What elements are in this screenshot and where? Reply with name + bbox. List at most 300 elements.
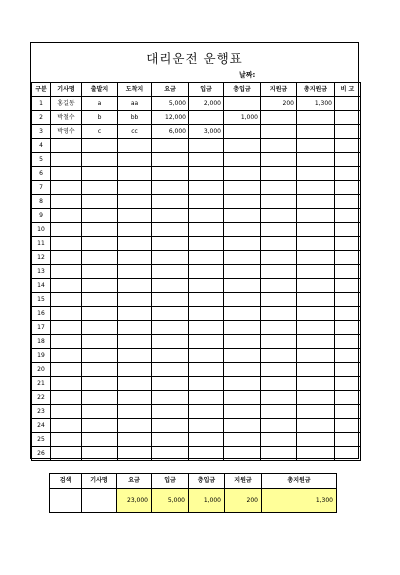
table-cell[interactable]: 3,000: [189, 125, 224, 139]
table-cell[interactable]: [118, 335, 152, 349]
table-cell[interactable]: [189, 321, 224, 335]
summary-header-cell[interactable]: 입금: [152, 474, 189, 489]
table-cell[interactable]: [224, 167, 261, 181]
table-cell[interactable]: cc: [118, 125, 152, 139]
table-cell[interactable]: [82, 307, 118, 321]
table-cell[interactable]: 17: [32, 321, 51, 335]
table-cell[interactable]: [224, 321, 261, 335]
table-cell[interactable]: [189, 139, 224, 153]
table-cell[interactable]: 박철수: [51, 111, 82, 125]
table-cell[interactable]: [51, 265, 82, 279]
summary-header-cell[interactable]: 총지원금: [262, 474, 337, 489]
table-cell[interactable]: [261, 209, 297, 223]
table-cell[interactable]: [189, 167, 224, 181]
table-cell[interactable]: [224, 293, 261, 307]
table-cell[interactable]: [297, 223, 335, 237]
table-cell[interactable]: [261, 447, 297, 461]
header-cell[interactable]: 요금: [152, 83, 189, 97]
table-cell[interactable]: a: [82, 97, 118, 111]
table-cell[interactable]: [189, 335, 224, 349]
table-cell[interactable]: [297, 335, 335, 349]
table-cell[interactable]: [189, 237, 224, 251]
header-cell[interactable]: 충입금: [224, 83, 261, 97]
table-cell[interactable]: 19: [32, 349, 51, 363]
table-cell[interactable]: 12: [32, 251, 51, 265]
table-cell[interactable]: [297, 167, 335, 181]
table-cell[interactable]: [297, 391, 335, 405]
table-cell[interactable]: [261, 167, 297, 181]
table-cell[interactable]: [224, 433, 261, 447]
table-cell[interactable]: 13: [32, 265, 51, 279]
table-cell[interactable]: [297, 293, 335, 307]
table-cell[interactable]: [224, 349, 261, 363]
table-cell[interactable]: [224, 307, 261, 321]
table-cell[interactable]: [261, 377, 297, 391]
table-cell[interactable]: [261, 363, 297, 377]
table-cell[interactable]: [51, 447, 82, 461]
table-cell[interactable]: [152, 265, 189, 279]
table-cell[interactable]: [335, 97, 361, 111]
table-cell[interactable]: [118, 181, 152, 195]
table-cell[interactable]: [261, 265, 297, 279]
table-cell[interactable]: [224, 209, 261, 223]
table-cell[interactable]: [152, 433, 189, 447]
table-cell[interactable]: [261, 251, 297, 265]
table-cell[interactable]: [224, 279, 261, 293]
table-cell[interactable]: [261, 237, 297, 251]
table-row: [32, 153, 361, 167]
table-cell[interactable]: [297, 139, 335, 153]
table-cell[interactable]: [51, 419, 82, 433]
table-cell[interactable]: bb: [118, 111, 152, 125]
deposit-total-cell[interactable]: 5,000: [152, 489, 189, 513]
table-cell[interactable]: [297, 419, 335, 433]
table-cell[interactable]: [152, 363, 189, 377]
table-row: [32, 307, 361, 321]
table-cell[interactable]: [51, 251, 82, 265]
table-cell[interactable]: [51, 181, 82, 195]
table-cell[interactable]: [152, 391, 189, 405]
table-cell[interactable]: [335, 125, 361, 139]
table-cell[interactable]: [82, 209, 118, 223]
table-cell[interactable]: [118, 391, 152, 405]
table-cell[interactable]: [224, 153, 261, 167]
table-cell[interactable]: [118, 307, 152, 321]
table-cell[interactable]: [297, 125, 335, 139]
table-cell[interactable]: [152, 307, 189, 321]
table-cell[interactable]: [335, 363, 361, 377]
table-cell[interactable]: [82, 321, 118, 335]
table-cell[interactable]: [118, 363, 152, 377]
table-cell[interactable]: [152, 209, 189, 223]
table-cell[interactable]: [335, 293, 361, 307]
header-cell[interactable]: 구분: [32, 83, 51, 97]
table-cell[interactable]: [118, 321, 152, 335]
table-cell[interactable]: [261, 279, 297, 293]
table-cell[interactable]: [152, 335, 189, 349]
header-cell[interactable]: 비 고: [335, 83, 361, 97]
table-cell[interactable]: 26: [32, 447, 51, 461]
table-cell[interactable]: [261, 293, 297, 307]
table-cell[interactable]: [335, 391, 361, 405]
table-cell[interactable]: [224, 181, 261, 195]
table-cell[interactable]: [224, 237, 261, 251]
table-cell[interactable]: [82, 153, 118, 167]
table-cell[interactable]: [152, 293, 189, 307]
total-support-cell[interactable]: 1,300: [262, 489, 337, 513]
header-cell[interactable]: 기사명: [51, 83, 82, 97]
table-cell[interactable]: b: [82, 111, 118, 125]
table-cell[interactable]: 홍길동: [51, 97, 82, 111]
table-cell[interactable]: [118, 251, 152, 265]
table-cell[interactable]: 2,000: [189, 97, 224, 111]
table-row: [32, 419, 361, 433]
table-cell[interactable]: [51, 237, 82, 251]
table-cell[interactable]: [51, 279, 82, 293]
table-cell[interactable]: [261, 419, 297, 433]
table-cell[interactable]: [51, 195, 82, 209]
table-cell[interactable]: [118, 377, 152, 391]
table-cell[interactable]: 15: [32, 293, 51, 307]
table-cell[interactable]: [335, 307, 361, 321]
table-cell[interactable]: [335, 279, 361, 293]
table-cell[interactable]: [82, 265, 118, 279]
table-cell[interactable]: [335, 419, 361, 433]
table-cell[interactable]: [335, 405, 361, 419]
table-cell[interactable]: [189, 405, 224, 419]
table-cell[interactable]: [51, 335, 82, 349]
table-cell[interactable]: [118, 153, 152, 167]
table-cell[interactable]: [51, 139, 82, 153]
table-cell[interactable]: [82, 139, 118, 153]
table-cell[interactable]: [335, 377, 361, 391]
table-cell[interactable]: [118, 223, 152, 237]
table-cell[interactable]: 5: [32, 153, 51, 167]
table-cell[interactable]: [261, 125, 297, 139]
table-cell[interactable]: [261, 307, 297, 321]
table-cell[interactable]: 박영수: [51, 125, 82, 139]
table-cell[interactable]: [297, 447, 335, 461]
table-cell[interactable]: [118, 265, 152, 279]
table-cell[interactable]: [152, 167, 189, 181]
table-cell[interactable]: [335, 139, 361, 153]
table-cell[interactable]: [224, 223, 261, 237]
table-cell[interactable]: [261, 349, 297, 363]
table-cell[interactable]: [297, 405, 335, 419]
table-cell[interactable]: [51, 307, 82, 321]
table-row: [32, 377, 361, 391]
table-cell[interactable]: [224, 251, 261, 265]
table-cell[interactable]: [224, 335, 261, 349]
table-cell[interactable]: [297, 307, 335, 321]
table-cell[interactable]: [51, 405, 82, 419]
table-row: [32, 209, 361, 223]
table-cell[interactable]: [335, 167, 361, 181]
table-cell[interactable]: [118, 447, 152, 461]
header-cell[interactable]: 도착지: [118, 83, 152, 97]
table-cell[interactable]: [335, 111, 361, 125]
table-cell[interactable]: [82, 195, 118, 209]
table-cell[interactable]: 1,300: [297, 97, 335, 111]
table-cell[interactable]: 1,000: [224, 111, 261, 125]
header-cell[interactable]: 입금: [189, 83, 224, 97]
table-cell[interactable]: [297, 111, 335, 125]
table-cell[interactable]: [152, 279, 189, 293]
table-cell[interactable]: [297, 181, 335, 195]
driver-name-cell[interactable]: [82, 489, 117, 513]
table-cell[interactable]: [297, 279, 335, 293]
table-cell[interactable]: [82, 405, 118, 419]
table-cell[interactable]: [297, 349, 335, 363]
table-cell[interactable]: [261, 391, 297, 405]
table-cell[interactable]: [82, 335, 118, 349]
table-cell[interactable]: [82, 181, 118, 195]
table-cell[interactable]: [224, 265, 261, 279]
table-cell[interactable]: [152, 447, 189, 461]
table-cell[interactable]: [189, 279, 224, 293]
table-cell[interactable]: 2: [32, 111, 51, 125]
table-cell[interactable]: [51, 293, 82, 307]
table-cell[interactable]: [335, 265, 361, 279]
table-cell[interactable]: [297, 237, 335, 251]
table-cell[interactable]: 8: [32, 195, 51, 209]
table-cell[interactable]: [297, 153, 335, 167]
table-cell[interactable]: [297, 363, 335, 377]
table-cell[interactable]: [224, 391, 261, 405]
table-cell[interactable]: [82, 433, 118, 447]
table-cell[interactable]: [118, 279, 152, 293]
table-cell[interactable]: [335, 321, 361, 335]
table-cell[interactable]: 23: [32, 405, 51, 419]
table-cell[interactable]: [261, 139, 297, 153]
table-cell[interactable]: [82, 223, 118, 237]
table-cell[interactable]: [335, 251, 361, 265]
table-cell[interactable]: [118, 195, 152, 209]
table-cell[interactable]: [118, 139, 152, 153]
table-cell[interactable]: [189, 377, 224, 391]
table-cell[interactable]: [51, 377, 82, 391]
table-cell[interactable]: 25: [32, 433, 51, 447]
table-cell[interactable]: 22: [32, 391, 51, 405]
table-cell[interactable]: [189, 391, 224, 405]
table-cell[interactable]: [261, 335, 297, 349]
table-cell[interactable]: [82, 377, 118, 391]
header-cell[interactable]: 출발지: [82, 83, 118, 97]
table-cell[interactable]: [189, 349, 224, 363]
table-cell[interactable]: [335, 223, 361, 237]
table-cell[interactable]: 6,000: [152, 125, 189, 139]
table-cell[interactable]: [189, 153, 224, 167]
summary-table: [49, 473, 337, 513]
table-cell[interactable]: [335, 447, 361, 461]
table-cell[interactable]: [152, 139, 189, 153]
summary-header-cell[interactable]: 충입금: [189, 474, 225, 489]
summary-header-cell[interactable]: 기사명: [82, 474, 117, 489]
charge-total-cell[interactable]: 1,000: [189, 489, 225, 513]
table-row: [32, 433, 361, 447]
table-cell[interactable]: [189, 195, 224, 209]
table-cell[interactable]: [51, 349, 82, 363]
table-cell[interactable]: 5,000: [152, 97, 189, 111]
fare-total-cell[interactable]: 23,000: [117, 489, 152, 513]
table-cell[interactable]: [297, 195, 335, 209]
table-cell[interactable]: [335, 349, 361, 363]
table-cell[interactable]: 14: [32, 279, 51, 293]
table-cell[interactable]: [261, 405, 297, 419]
table-cell[interactable]: [297, 377, 335, 391]
table-cell[interactable]: [152, 251, 189, 265]
table-cell[interactable]: [297, 433, 335, 447]
table-cell[interactable]: [224, 363, 261, 377]
table-cell[interactable]: [118, 433, 152, 447]
table-cell[interactable]: [189, 307, 224, 321]
table-cell[interactable]: 7: [32, 181, 51, 195]
header-cell[interactable]: 총지원금: [297, 83, 335, 97]
table-cell[interactable]: c: [82, 125, 118, 139]
support-total-cell[interactable]: 200: [225, 489, 262, 513]
table-cell[interactable]: [152, 377, 189, 391]
table-cell[interactable]: 1: [32, 97, 51, 111]
table-cell[interactable]: [82, 237, 118, 251]
table-cell[interactable]: [335, 209, 361, 223]
table-cell[interactable]: [152, 195, 189, 209]
table-cell[interactable]: [152, 181, 189, 195]
table-cell[interactable]: [189, 251, 224, 265]
table-cell[interactable]: [224, 377, 261, 391]
operation-sheet: [30, 42, 359, 459]
table-cell[interactable]: [51, 391, 82, 405]
table-cell[interactable]: [297, 265, 335, 279]
table-cell[interactable]: [297, 321, 335, 335]
table-cell[interactable]: [224, 447, 261, 461]
table-cell[interactable]: [261, 181, 297, 195]
table-cell[interactable]: [118, 293, 152, 307]
table-cell[interactable]: [152, 153, 189, 167]
table-cell[interactable]: [82, 391, 118, 405]
header-cell[interactable]: 지원금: [261, 83, 297, 97]
table-cell[interactable]: 11: [32, 237, 51, 251]
table-cell[interactable]: 18: [32, 335, 51, 349]
table-cell[interactable]: [82, 447, 118, 461]
table-row: [32, 335, 361, 349]
table-cell[interactable]: [335, 237, 361, 251]
table-cell[interactable]: [51, 363, 82, 377]
table-cell[interactable]: 20: [32, 363, 51, 377]
table-cell[interactable]: [297, 209, 335, 223]
table-cell[interactable]: [224, 195, 261, 209]
table-cell[interactable]: [189, 223, 224, 237]
table-cell[interactable]: 9: [32, 209, 51, 223]
table-cell[interactable]: [118, 419, 152, 433]
table-cell[interactable]: [261, 321, 297, 335]
table-cell[interactable]: [224, 419, 261, 433]
table-row: [32, 139, 361, 153]
table-cell[interactable]: [189, 433, 224, 447]
table-cell[interactable]: [51, 167, 82, 181]
table-cell[interactable]: [261, 433, 297, 447]
table-cell[interactable]: [82, 279, 118, 293]
table-cell[interactable]: [152, 223, 189, 237]
table-cell[interactable]: [82, 167, 118, 181]
table-cell[interactable]: [152, 405, 189, 419]
table-cell[interactable]: [189, 265, 224, 279]
table-cell[interactable]: [224, 125, 261, 139]
table-cell[interactable]: [224, 97, 261, 111]
table-cell[interactable]: 21: [32, 377, 51, 391]
table-cell[interactable]: [224, 139, 261, 153]
table-cell[interactable]: [189, 111, 224, 125]
table-cell[interactable]: [51, 153, 82, 167]
table-cell[interactable]: [51, 209, 82, 223]
table-cell[interactable]: [51, 433, 82, 447]
table-cell[interactable]: [118, 405, 152, 419]
search-cell[interactable]: [50, 489, 82, 513]
table-cell[interactable]: [82, 419, 118, 433]
table-cell[interactable]: [152, 419, 189, 433]
table-cell[interactable]: [189, 419, 224, 433]
table-cell[interactable]: [51, 223, 82, 237]
table-cell[interactable]: [335, 195, 361, 209]
table-cell[interactable]: 200: [261, 97, 297, 111]
table-cell[interactable]: [297, 251, 335, 265]
table-row: [32, 279, 361, 293]
table-row: [32, 125, 361, 139]
table-cell[interactable]: [261, 153, 297, 167]
table-cell[interactable]: [189, 181, 224, 195]
table-cell[interactable]: [189, 447, 224, 461]
table-cell[interactable]: 12,000: [152, 111, 189, 125]
table-cell[interactable]: 10: [32, 223, 51, 237]
table-cell[interactable]: [118, 237, 152, 251]
table-cell[interactable]: [118, 209, 152, 223]
table-cell[interactable]: [261, 111, 297, 125]
summary-header-cell[interactable]: 지원금: [225, 474, 262, 489]
table-row: [32, 349, 361, 363]
table-cell[interactable]: 4: [32, 139, 51, 153]
table-cell[interactable]: 6: [32, 167, 51, 181]
table-cell[interactable]: [82, 363, 118, 377]
table-cell[interactable]: [189, 293, 224, 307]
table-cell[interactable]: [335, 153, 361, 167]
table-cell[interactable]: [189, 363, 224, 377]
summary-header-cell[interactable]: 요금: [117, 474, 152, 489]
table-cell[interactable]: [152, 321, 189, 335]
table-cell[interactable]: 16: [32, 307, 51, 321]
table-cell[interactable]: [335, 181, 361, 195]
table-cell[interactable]: 24: [32, 419, 51, 433]
table-cell[interactable]: [51, 321, 82, 335]
table-row: [32, 293, 361, 307]
operation-table: [31, 82, 361, 461]
table-cell[interactable]: 3: [32, 125, 51, 139]
table-cell[interactable]: [335, 433, 361, 447]
table-cell[interactable]: [261, 223, 297, 237]
table-cell[interactable]: aa: [118, 97, 152, 111]
table-cell[interactable]: [82, 251, 118, 265]
table-cell[interactable]: [82, 349, 118, 363]
table-row: [32, 405, 361, 419]
table-cell[interactable]: [261, 195, 297, 209]
table-cell[interactable]: [335, 335, 361, 349]
table-cell[interactable]: [82, 293, 118, 307]
table-cell[interactable]: [152, 349, 189, 363]
table-cell[interactable]: [224, 405, 261, 419]
summary-header-cell[interactable]: 검색: [50, 474, 82, 489]
table-cell[interactable]: [189, 209, 224, 223]
table-cell[interactable]: [152, 237, 189, 251]
table-cell[interactable]: [118, 167, 152, 181]
table-cell[interactable]: [118, 349, 152, 363]
